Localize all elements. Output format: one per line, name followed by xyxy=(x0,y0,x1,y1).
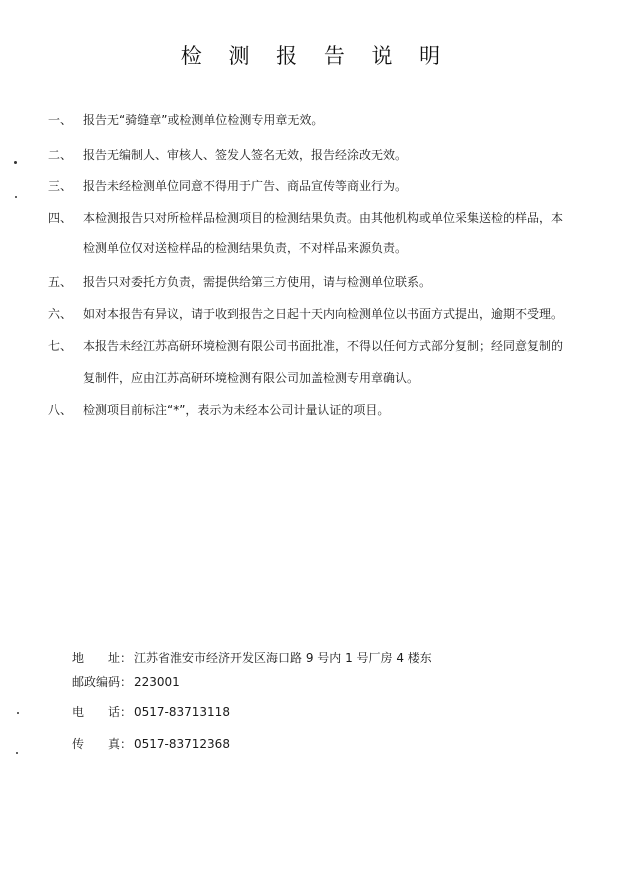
scan-speck xyxy=(14,161,17,164)
item-text: 如对本报告有异议，请于收到报告之日起十天内向检测单位以书面方式提出，逾期不受理。 xyxy=(83,307,564,321)
item-number: 八、 xyxy=(48,403,73,417)
scan-speck xyxy=(17,712,19,714)
item-number: 二、 xyxy=(48,148,73,162)
item-text: 本检测报告只对所检样品检测项目的检测结果负责。由其他机构或单位采集送检的样品，本 xyxy=(83,211,564,225)
item-text: 本报告未经江苏高研环境检测有限公司书面批准，不得以任何方式部分复制；经同意复制的 xyxy=(83,339,564,353)
postcode-row xyxy=(72,673,180,690)
page-title: 检 测 报 告 说 明 xyxy=(180,44,451,68)
item-text: 报告未经检测单位同意不得用于广告、商品宣传等商业行为。 xyxy=(83,179,408,193)
item-text: 报告只对委托方负责，需提供给第三方使用，请与检测单位联系。 xyxy=(83,275,432,289)
address-label: 地 址： xyxy=(72,651,133,665)
item-text: 检测项目前标注“*”，表示为未经本公司计量认证的项目。 xyxy=(83,403,390,417)
item-number: 七、 xyxy=(48,339,73,353)
item-number: 六、 xyxy=(48,307,73,321)
phone-value: 0517-83713118 xyxy=(134,705,230,719)
phone-row xyxy=(72,703,230,720)
postcode-label: 邮政编码： xyxy=(72,675,133,689)
item-text: 报告无编制人、审核人、签发人签名无效，报告经涂改无效。 xyxy=(83,148,408,162)
item-text: 报告无“骑缝章”或检测单位检测专用章无效。 xyxy=(83,113,324,127)
item-number: 四、 xyxy=(48,211,73,225)
item-number: 一、 xyxy=(48,113,73,127)
scan-speck xyxy=(15,196,17,198)
fax-row xyxy=(72,735,230,752)
address-row xyxy=(72,649,432,666)
address-value: 江苏省淮安市经济开发区海口路 9 号内 1 号厂房 4 楼东 xyxy=(134,651,432,665)
scan-speck xyxy=(16,752,18,754)
postcode-value: 223001 xyxy=(134,675,180,689)
fax-label: 传 真： xyxy=(72,737,133,751)
item-number: 三、 xyxy=(48,179,73,193)
fax-value: 0517-83712368 xyxy=(134,737,230,751)
phone-label: 电 话： xyxy=(72,705,133,719)
item-text-continued: 检测单位仅对送检样品的检测结果负责，不对样品来源负责。 xyxy=(83,241,408,255)
item-text-continued: 复制件，应由江苏高研环境检测有限公司加盖检测专用章确认。 xyxy=(83,371,420,385)
item-number: 五、 xyxy=(48,275,73,289)
